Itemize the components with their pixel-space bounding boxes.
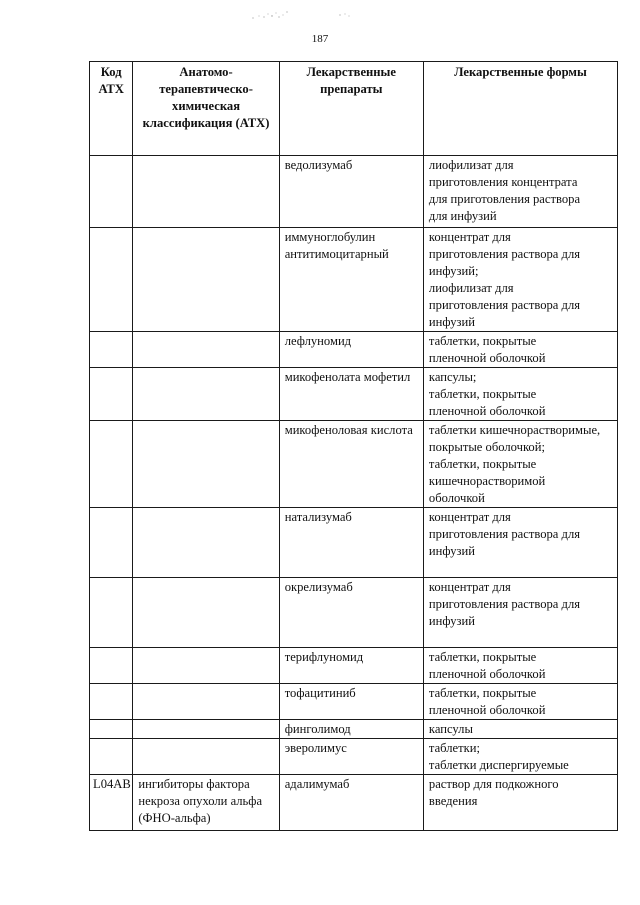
table-row [90, 368, 618, 421]
dosage-form-line: пленочной оболочкой [428, 404, 546, 418]
medicine-name-cell: окрелизумаб [279, 578, 423, 648]
dosage-form-line: для приготовления раствора [428, 192, 581, 206]
atx-code-cell [90, 648, 133, 684]
dosage-form-line: инфузий [428, 544, 475, 558]
medicines-table [89, 61, 618, 831]
dosage-forms-cell [423, 684, 617, 720]
dosage-form-line: таблетки, покрытые [428, 387, 537, 401]
atx-code-cell [90, 332, 133, 368]
medicine-name-cell: финголимод [279, 720, 423, 739]
dosage-form-line: лиофилизат для [428, 158, 514, 172]
medicine-name-cell: тофацитиниб [279, 684, 423, 720]
atx-classification-cell [133, 156, 279, 228]
atx-code-cell: L04AB [90, 775, 133, 831]
table-row [90, 739, 618, 775]
header-dosage-forms: Лекарственные формы [423, 62, 617, 156]
table-row [90, 332, 618, 368]
table-row [90, 156, 618, 228]
dosage-forms-cell [423, 739, 617, 775]
dosage-form-line: таблетки, покрытые [428, 650, 537, 664]
table-row [90, 684, 618, 720]
atx-code-cell [90, 508, 133, 578]
dosage-form-line: капсулы [428, 722, 473, 736]
dosage-forms-cell [423, 332, 617, 368]
dosage-form-line: капсулы; [428, 370, 477, 384]
dosage-form-line: введения [428, 794, 478, 808]
header-atx-classification: Анатомо-терапевтическо-химическая классификация (АТХ) [133, 62, 279, 156]
dosage-forms-cell [423, 648, 617, 684]
scan-speck-marks [245, 6, 355, 22]
dosage-form-line: оболочкой [428, 491, 485, 505]
table-row [90, 508, 618, 578]
medicine-name-cell: терифлуномид [279, 648, 423, 684]
atx-classification-cell [133, 332, 279, 368]
dosage-forms-cell [423, 775, 617, 831]
dosage-form-line: пленочной оболочкой [428, 703, 546, 717]
atx-code-cell [90, 228, 133, 332]
dosage-forms-cell [423, 156, 617, 228]
dosage-form-line: раствор для подкожного [428, 777, 559, 791]
medicine-name-cell: лефлуномид [279, 332, 423, 368]
dosage-form-line: таблетки, покрытые [428, 686, 537, 700]
atx-code-cell [90, 684, 133, 720]
dosage-forms-cell [423, 228, 617, 332]
dosage-form-line: таблетки кишечнорастворимые, покрытые оболочкой; [428, 423, 601, 454]
atx-classification-cell [133, 228, 279, 332]
table-row [90, 228, 618, 332]
header-atx-code: Код АТХ [90, 62, 133, 156]
table-body [90, 156, 618, 831]
table-row [90, 648, 618, 684]
table-row [90, 421, 618, 508]
medicine-name-cell: иммуноглобулин антитимоцитарный [279, 228, 423, 332]
medicine-name-cell: натализумаб [279, 508, 423, 578]
medicine-name-cell: ведолизумаб [279, 156, 423, 228]
dosage-forms-cell [423, 421, 617, 508]
dosage-form-line: инфузий; [428, 264, 479, 278]
dosage-form-line: пленочной оболочкой [428, 667, 546, 681]
atx-classification-cell [133, 684, 279, 720]
dosage-forms-cell [423, 720, 617, 739]
atx-classification-cell [133, 421, 279, 508]
dosage-form-line: приготовления раствора для [428, 597, 581, 611]
dosage-form-line: лиофилизат для [428, 281, 514, 295]
dosage-form-line: таблетки, покрытые [428, 457, 537, 471]
dosage-form-line: инфузий [428, 614, 475, 628]
dosage-form-line: концентрат для [428, 510, 511, 524]
dosage-form-line: кишечнорастворимой [428, 474, 546, 488]
medicine-name-cell: эверолимус [279, 739, 423, 775]
dosage-forms-cell [423, 508, 617, 578]
dosage-form-line: инфузий [428, 315, 475, 329]
table-row [90, 578, 618, 648]
atx-classification-cell [133, 739, 279, 775]
dosage-form-line: концентрат для [428, 580, 511, 594]
dosage-form-line: таблетки, покрытые [428, 334, 537, 348]
atx-classification-cell: ингибиторы фактора некроза опухоли альфа (ФНО-альфа) [133, 775, 279, 831]
dosage-form-line: таблетки; [428, 741, 480, 755]
atx-classification-cell [133, 578, 279, 648]
atx-classification-cell [133, 508, 279, 578]
atx-code-cell [90, 739, 133, 775]
dosage-forms-cell [423, 368, 617, 421]
dosage-form-line: для инфузий [428, 209, 497, 223]
dosage-form-line: приготовления раствора для [428, 527, 581, 541]
table-header-row [90, 62, 618, 156]
medicine-name-cell: адалимумаб [279, 775, 423, 831]
dosage-form-line: приготовления концентрата [428, 175, 578, 189]
dosage-form-line: таблетки диспергируемые [428, 758, 569, 772]
dosage-form-line: пленочной оболочкой [428, 351, 546, 365]
header-medicines: Лекарственные препараты [279, 62, 423, 156]
table-row [90, 775, 618, 831]
atx-code-cell [90, 720, 133, 739]
atx-classification-cell [133, 648, 279, 684]
atx-code-cell [90, 578, 133, 648]
medicine-name-cell: микофеноловая кислота [279, 421, 423, 508]
atx-classification-cell [133, 368, 279, 421]
dosage-form-line: приготовления раствора для [428, 298, 581, 312]
atx-code-cell [90, 156, 133, 228]
table-row [90, 720, 618, 739]
page-number: 187 [311, 33, 329, 45]
atx-classification-cell [133, 720, 279, 739]
medicine-name-cell: микофенолата мофетил [279, 368, 423, 421]
dosage-forms-cell [423, 578, 617, 648]
atx-code-cell [90, 368, 133, 421]
dosage-form-line: концентрат для [428, 230, 511, 244]
dosage-form-line: приготовления раствора для [428, 247, 581, 261]
atx-code-cell [90, 421, 133, 508]
